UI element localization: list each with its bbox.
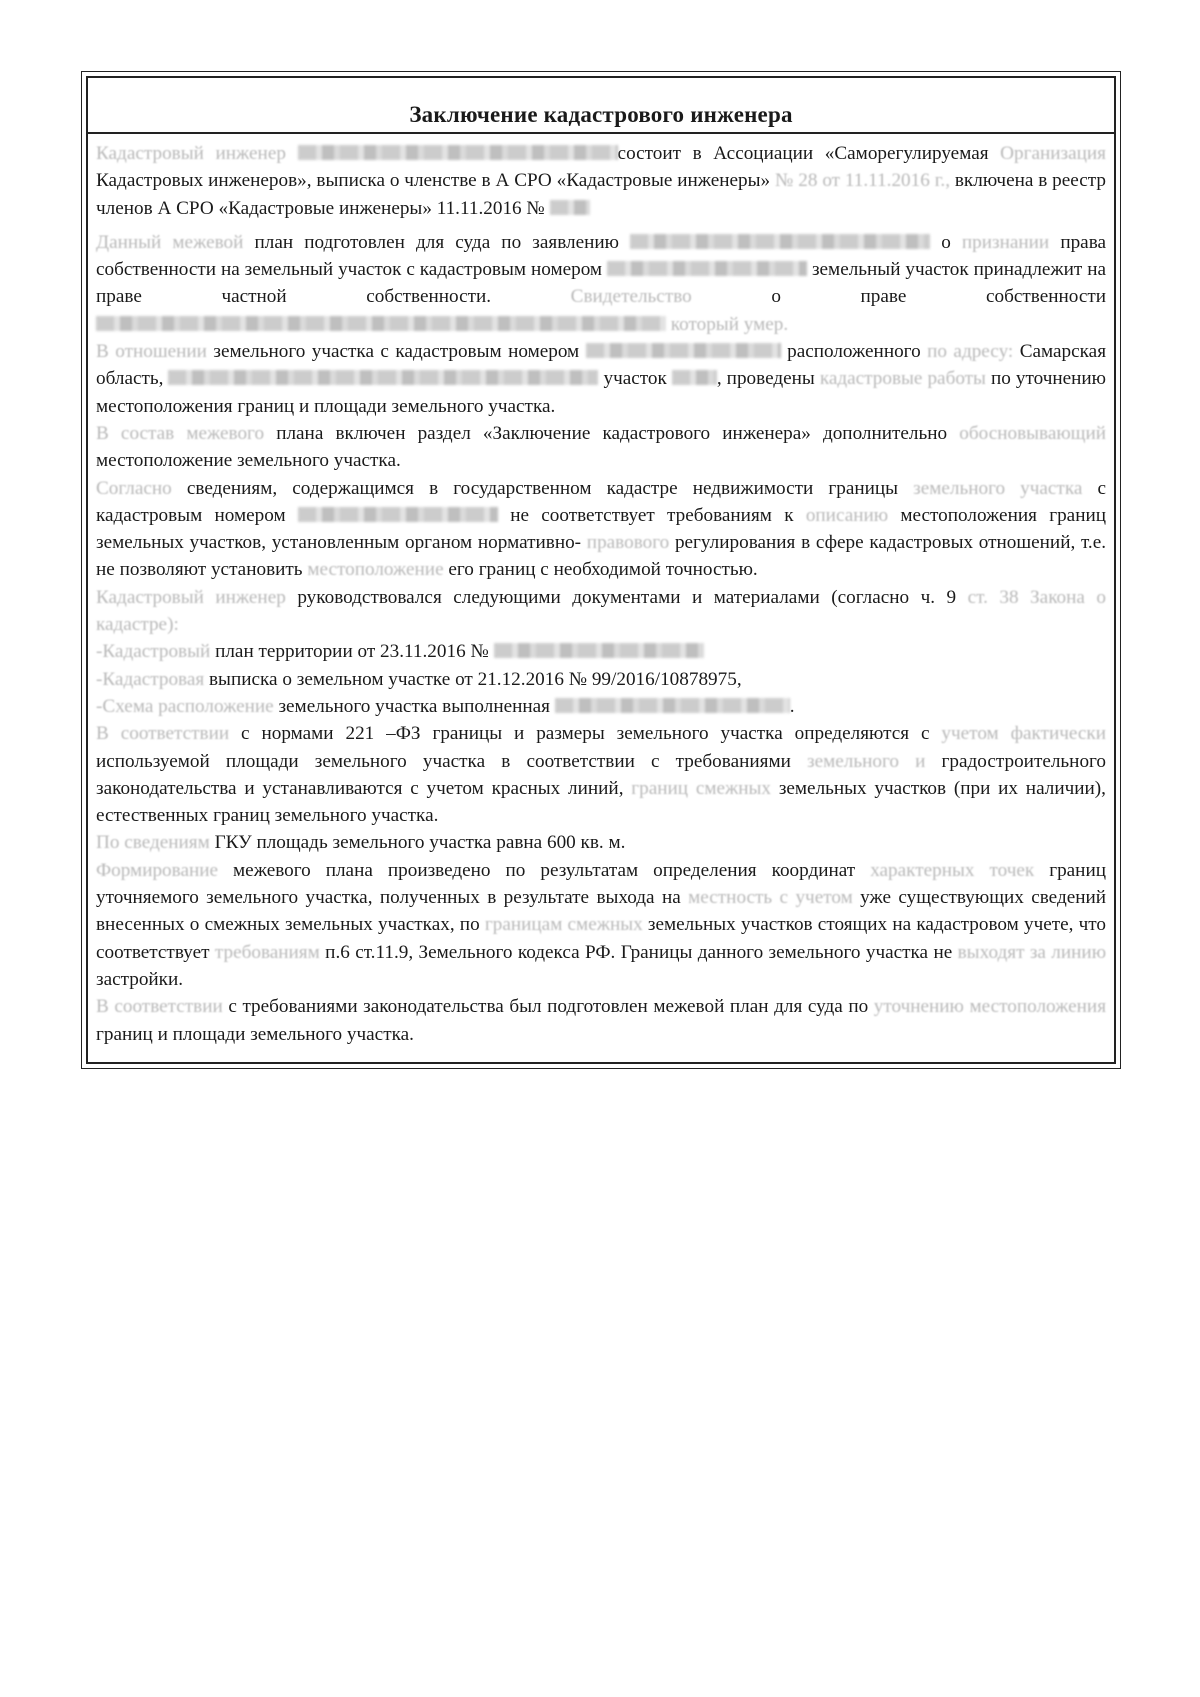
- text: его границ с необходимой точностью.: [448, 559, 758, 581]
- text: земельного участка с кадастровым номером: [213, 341, 580, 363]
- redacted-plan-number: [494, 643, 704, 658]
- faded-text: Кадастровый инженер: [96, 586, 286, 608]
- text: градостроительного законодательства и устанавливаются с учетом красных линий,: [96, 750, 1107, 799]
- text: регулирования в сфере кадастровых отношений, т.е. не позволяют установить: [96, 532, 1107, 581]
- text: по уточнению местоположения границ и площади земельного участка.: [96, 368, 1107, 417]
- faded-text: В отношении: [96, 341, 207, 363]
- faded-text: земельного и: [807, 750, 926, 772]
- text: земельных участков (при их наличии), естественных границ земельного участка.: [96, 777, 1106, 827]
- text: не соответствует требованиям к: [510, 504, 794, 526]
- faded-text: уточнению местоположения: [873, 996, 1107, 1018]
- text: выписка о земельном участке от 21.12.2016 № 99/2016/10878975,: [209, 668, 742, 690]
- faded-text: По сведениям: [96, 832, 210, 854]
- text: о праве собственности: [771, 286, 1107, 308]
- text: местоположения границ земельных участков, установленным органом нормативно-: [96, 504, 1106, 554]
- text: права собственности на земельный участок с кадастровым номером: [96, 231, 1107, 281]
- text: .: [789, 695, 795, 717]
- faded-text: границ смежных: [631, 777, 772, 799]
- text: с требованиями законодательства был подготовлен межевой план для суда по: [228, 996, 869, 1018]
- faded-text: Согласно: [96, 477, 172, 499]
- faded-text: описанию: [805, 504, 889, 526]
- faded-text: Свидетельство: [570, 286, 692, 308]
- faded-text: характерных точек: [870, 859, 1035, 881]
- list-item: [96, 693, 1106, 720]
- faded-text: обосновывающий: [959, 422, 1106, 444]
- faded-text: местоположение: [307, 559, 444, 581]
- text: земельный участок принадлежит на праве частной собственности.: [96, 259, 1107, 308]
- paragraph-works: [96, 338, 1106, 420]
- text: межевого плана произведено по результатам определения координат: [233, 859, 856, 881]
- text: сведениям, содержащимся в государственном кадастре недвижимости границы: [186, 477, 899, 499]
- text: о: [941, 231, 951, 253]
- faded-text: местность с учетом: [688, 887, 853, 909]
- paragraph-area: [96, 829, 1106, 856]
- document-title: Заключение кадастрового инженера: [409, 102, 793, 127]
- faded-text: по адресу:: [927, 341, 1014, 363]
- text: Кадастровых инженеров», выписка о членстве в А СРО «Кадастровые инженеры»: [96, 170, 771, 192]
- text: с кадастровым номером: [96, 477, 1106, 526]
- text: п.6 ст.11.9, Земельного кодекса РФ. Границы данного земельного участка не: [325, 941, 953, 963]
- text: границ уточняемого земельного участка, полученных в результате выхода на: [96, 859, 1106, 909]
- title-cell: [88, 78, 1114, 134]
- list-item: [96, 638, 1106, 665]
- text: земельного участка выполненная: [278, 695, 550, 717]
- text: используемой площади земельного участка в соответствии с требованиями: [96, 750, 791, 772]
- text: состоит в Ассоциации «Саморегулируемая: [617, 143, 989, 164]
- faded-text: кадастровые работы: [819, 368, 986, 390]
- text: Самарская область,: [96, 341, 1107, 390]
- faded-text: Данный межевой: [96, 231, 244, 253]
- faded-text: ст. 38 Закона о кадастре):: [96, 586, 1107, 636]
- paragraph-membership: [96, 140, 1106, 222]
- faded-text: признании: [961, 231, 1050, 253]
- text: с нормами 221 –ФЗ границы и размеры земельного участка определяются с: [241, 723, 930, 745]
- text: расположенного: [787, 341, 921, 363]
- faded-text: который умер.: [670, 313, 789, 335]
- faded-text: правового: [586, 532, 670, 554]
- redacted-applicant-name: [630, 234, 930, 249]
- text: план территории от 23.11.2016 №: [215, 641, 489, 663]
- faded-text: Организация: [1000, 143, 1106, 164]
- redacted-cadastral-number: [586, 343, 781, 358]
- faded-text: В состав межевого: [96, 422, 265, 444]
- text: местоположение земельного участка.: [96, 450, 401, 472]
- faded-text: земельного участка: [913, 477, 1083, 499]
- text: земельных участков стоящих на кадастровом учете, что соответствует: [96, 914, 1107, 963]
- redacted-cadastral-number: [607, 261, 807, 276]
- text: включена в реестр членов А СРО «Кадастровые инженеры» 11.11.2016 №: [96, 170, 1107, 219]
- faded-text: В соответствии: [96, 723, 230, 745]
- faded-text: -Кадастровая: [96, 668, 205, 690]
- redacted-engineer-name: [298, 145, 618, 160]
- conclusion-table: [86, 76, 1116, 1064]
- redacted-certificate-details: [96, 316, 666, 331]
- faded-text: -Кадастровый: [96, 641, 211, 663]
- paragraph-composition: [96, 420, 1106, 475]
- paragraph-conclusion: [96, 993, 1106, 1048]
- faded-text: № 28 от 11.11.2016 г.,: [775, 170, 950, 192]
- text: плана включен раздел «Заключение кадастрового инженера» дополнительно: [276, 422, 948, 444]
- faded-text: Кадастровый инженер: [96, 143, 286, 164]
- redacted-registry-number: [550, 200, 590, 215]
- text: уже существующих сведений внесенных о смежных земельных участках, по: [96, 887, 1107, 936]
- text: руководствовался следующими документами и материалами (согласно ч. 9: [297, 586, 957, 608]
- text: , проведены: [716, 368, 815, 390]
- redacted-cadastral-number: [298, 507, 498, 522]
- faded-text: учетом фактически: [941, 723, 1107, 745]
- conclusion-body: [88, 134, 1114, 1062]
- list-item: [96, 666, 1106, 693]
- text: границ и площади земельного участка.: [96, 1023, 414, 1045]
- paragraph-cadastre-info: [96, 475, 1106, 584]
- text: план подготовлен для суда по заявлению: [254, 231, 619, 253]
- text: участок: [603, 368, 667, 390]
- text: ГКУ площадь земельного участка равна 600 кв. м.: [214, 832, 626, 854]
- redacted-executor: [555, 698, 790, 713]
- conclusion-frame: [81, 71, 1121, 1069]
- faded-text: В соответствии: [96, 996, 223, 1018]
- text: застройки.: [96, 968, 184, 990]
- faded-text: границам смежных: [484, 914, 643, 936]
- paragraph-formation: [96, 857, 1106, 993]
- faded-text: Формирование: [96, 859, 219, 881]
- redacted-address: [168, 370, 598, 385]
- redacted-plot-number: [672, 370, 717, 385]
- paragraph-purpose: [96, 229, 1106, 338]
- faded-text: -Схема расположение: [96, 695, 274, 717]
- faded-text: требованиям: [214, 941, 320, 963]
- paragraph-norms: [96, 720, 1106, 829]
- faded-text: выходят за линию: [957, 941, 1107, 963]
- paragraph-documents: [96, 584, 1106, 639]
